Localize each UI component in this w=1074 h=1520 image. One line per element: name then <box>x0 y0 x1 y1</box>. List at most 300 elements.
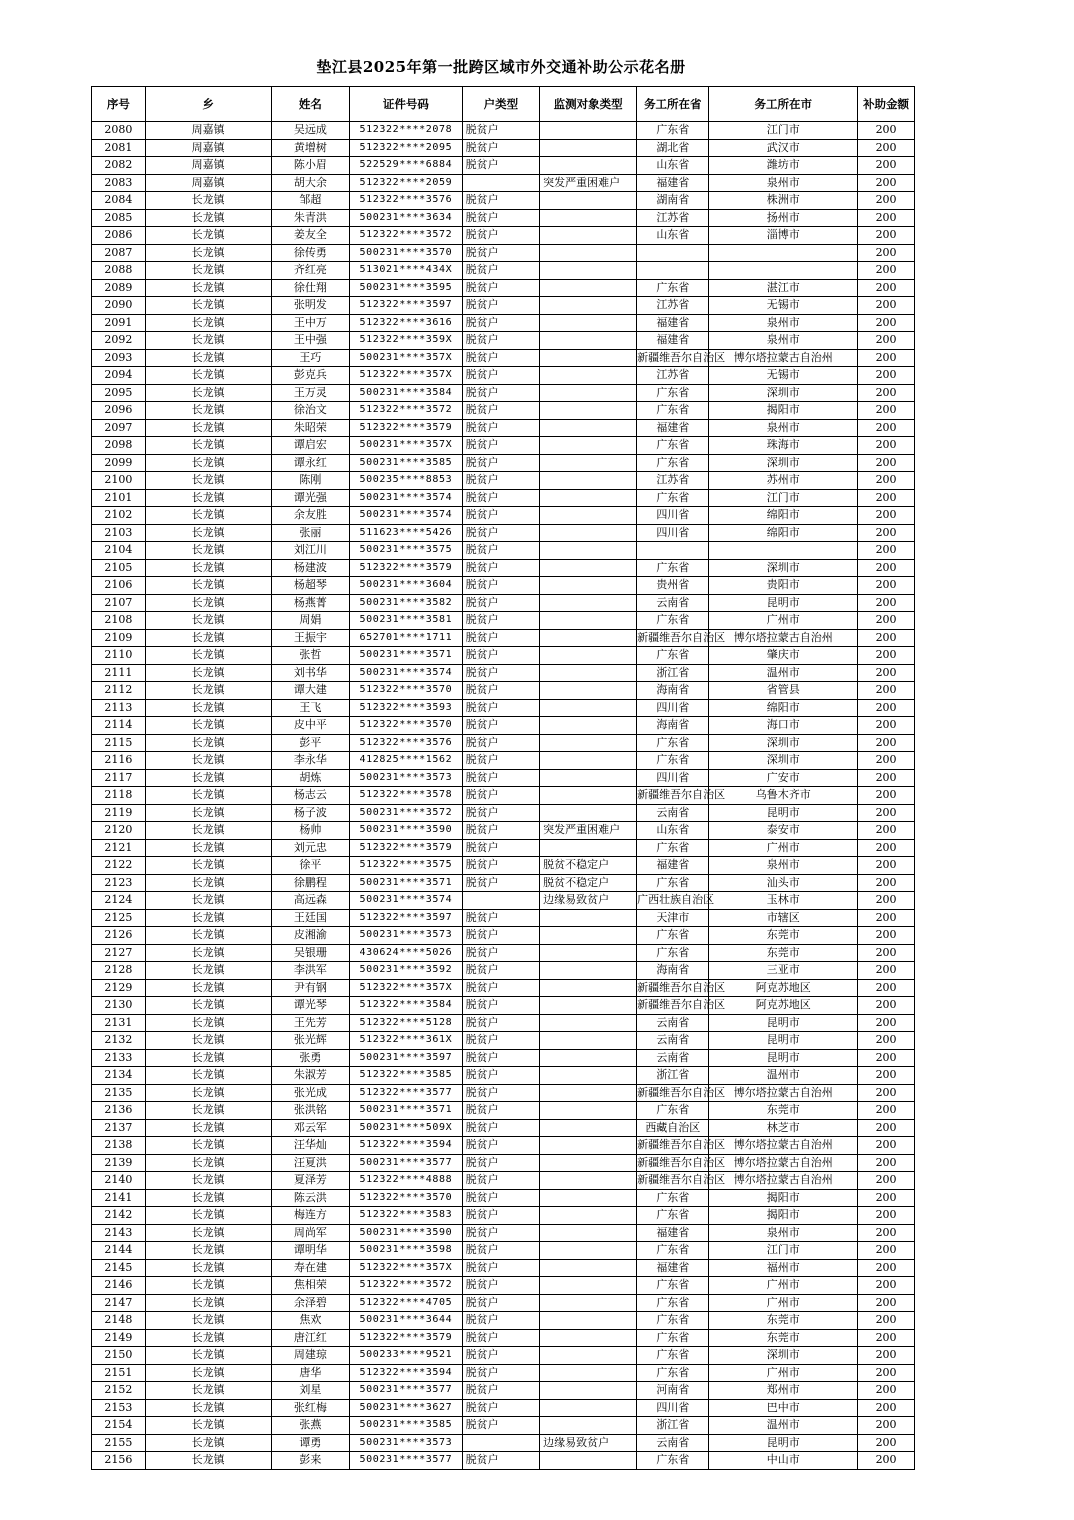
monitor-type-cell <box>540 944 637 962</box>
serial-cell: 2113 <box>92 699 146 717</box>
table-row <box>92 577 915 595</box>
id-number-cell: 512322****3576 <box>350 734 463 752</box>
province-cell: 广西壮族自治区 <box>637 892 709 910</box>
monitor-type-cell: 边缘易致贫户 <box>540 1434 637 1452</box>
subsidy-cell: 200 <box>858 944 915 962</box>
household-type-cell: 脱贫户 <box>462 1382 539 1400</box>
id-number-cell: 500231****3573 <box>350 1434 463 1452</box>
city-cell: 潍坊市 <box>709 157 858 175</box>
name-cell: 陈云洪 <box>271 1189 349 1207</box>
serial-cell: 2136 <box>92 1102 146 1120</box>
city-cell: 泰安市 <box>709 822 858 840</box>
table-row <box>92 262 915 280</box>
city-cell: 昆明市 <box>709 594 858 612</box>
township-cell: 长龙镇 <box>145 1084 271 1102</box>
id-number-cell: 430624****5026 <box>350 944 463 962</box>
subsidy-cell: 200 <box>858 174 915 192</box>
subsidy-cell: 200 <box>858 927 915 945</box>
province-cell <box>637 244 709 262</box>
township-cell: 周嘉镇 <box>145 139 271 157</box>
city-cell: 深圳市 <box>709 559 858 577</box>
city-cell: 阿克苏地区 <box>709 979 858 997</box>
subsidy-cell: 200 <box>858 1417 915 1435</box>
subsidy-cell: 200 <box>858 489 915 507</box>
id-number-cell: 512322****3597 <box>350 909 463 927</box>
township-cell: 长龙镇 <box>145 1049 271 1067</box>
city-cell: 博尔塔拉蒙古自治州 <box>709 349 858 367</box>
province-cell: 四川省 <box>637 524 709 542</box>
township-cell: 长龙镇 <box>145 1277 271 1295</box>
province-cell: 福建省 <box>637 1224 709 1242</box>
province-cell: 云南省 <box>637 1032 709 1050</box>
township-cell: 长龙镇 <box>145 1067 271 1085</box>
household-type-cell: 脱贫户 <box>462 157 539 175</box>
township-cell: 长龙镇 <box>145 1347 271 1365</box>
name-cell: 谭明华 <box>271 1242 349 1260</box>
subsidy-cell: 200 <box>858 419 915 437</box>
city-cell: 博尔塔拉蒙古自治州 <box>709 1154 858 1172</box>
serial-cell: 2103 <box>92 524 146 542</box>
province-cell: 西藏自治区 <box>637 1119 709 1137</box>
household-type-cell: 脱贫户 <box>462 1242 539 1260</box>
province-cell: 广东省 <box>637 1189 709 1207</box>
id-number-cell: 500231****3573 <box>350 927 463 945</box>
id-number-cell: 512322****2059 <box>350 174 463 192</box>
id-number-cell: 512322****3584 <box>350 997 463 1015</box>
township-cell: 长龙镇 <box>145 454 271 472</box>
city-cell: 泉州市 <box>709 332 858 350</box>
serial-cell: 2133 <box>92 1049 146 1067</box>
household-type-cell: 脱贫户 <box>462 139 539 157</box>
household-type-cell: 脱贫户 <box>462 682 539 700</box>
province-cell: 四川省 <box>637 507 709 525</box>
household-type-cell: 脱贫户 <box>462 734 539 752</box>
city-cell: 阿克苏地区 <box>709 997 858 1015</box>
monitor-type-cell <box>540 297 637 315</box>
name-cell: 余友胜 <box>271 507 349 525</box>
province-cell: 新疆维吾尔自治区 <box>637 629 709 647</box>
township-cell: 长龙镇 <box>145 1434 271 1452</box>
monitor-type-cell <box>540 542 637 560</box>
name-cell: 张哲 <box>271 647 349 665</box>
id-number-cell: 500231****3634 <box>350 209 463 227</box>
household-type-cell: 脱贫户 <box>462 384 539 402</box>
name-cell: 焦欢 <box>271 1312 349 1330</box>
page-title: 垫江县2025年第一批跨区域市外交通补助公示花名册 <box>316 58 686 76</box>
province-cell: 福建省 <box>637 857 709 875</box>
serial-cell: 2082 <box>92 157 146 175</box>
id-number-cell: 512322****3570 <box>350 682 463 700</box>
serial-cell: 2116 <box>92 752 146 770</box>
serial-cell: 2129 <box>92 979 146 997</box>
city-cell: 昆明市 <box>709 1049 858 1067</box>
name-cell: 彭来 <box>271 1452 349 1470</box>
township-cell: 长龙镇 <box>145 629 271 647</box>
household-type-cell: 脱贫户 <box>462 1294 539 1312</box>
id-number-cell: 500231****3585 <box>350 1417 463 1435</box>
name-cell: 黄增树 <box>271 139 349 157</box>
monitor-type-cell <box>540 454 637 472</box>
name-cell: 张明发 <box>271 297 349 315</box>
monitor-type-cell <box>540 1137 637 1155</box>
table-row <box>92 1032 915 1050</box>
id-number-cell: 500231****3581 <box>350 612 463 630</box>
id-number-cell: 512322****3594 <box>350 1364 463 1382</box>
city-cell: 博尔塔拉蒙古自治州 <box>709 629 858 647</box>
serial-cell: 2089 <box>92 279 146 297</box>
subsidy-cell: 200 <box>858 1049 915 1067</box>
province-cell: 广东省 <box>637 1242 709 1260</box>
name-cell: 吴银珊 <box>271 944 349 962</box>
name-cell: 徐传勇 <box>271 244 349 262</box>
township-cell: 长龙镇 <box>145 909 271 927</box>
id-number-cell: 512322****3579 <box>350 559 463 577</box>
id-number-cell: 500231****3570 <box>350 244 463 262</box>
id-number-cell: 500233****9521 <box>350 1347 463 1365</box>
monitor-type-cell <box>540 524 637 542</box>
subsidy-cell: 200 <box>858 892 915 910</box>
table-row <box>92 437 915 455</box>
province-cell: 湖北省 <box>637 139 709 157</box>
id-number-cell: 500231****3585 <box>350 454 463 472</box>
monitor-type-cell <box>540 1084 637 1102</box>
township-cell: 长龙镇 <box>145 752 271 770</box>
name-cell: 高远森 <box>271 892 349 910</box>
household-type-cell <box>462 892 539 910</box>
household-type-cell: 脱贫户 <box>462 559 539 577</box>
serial-cell: 2112 <box>92 682 146 700</box>
name-cell: 王先芳 <box>271 1014 349 1032</box>
city-cell: 昆明市 <box>709 1032 858 1050</box>
name-cell: 吴远成 <box>271 122 349 140</box>
subsidy-cell: 200 <box>858 857 915 875</box>
table-body <box>92 122 915 1470</box>
id-number-cell: 512322****3593 <box>350 699 463 717</box>
household-type-cell: 脱贫户 <box>462 1329 539 1347</box>
id-number-cell: 500231****3573 <box>350 769 463 787</box>
subsidy-cell: 200 <box>858 349 915 367</box>
monitor-type-cell <box>540 927 637 945</box>
subsidy-cell: 200 <box>858 472 915 490</box>
subsidy-cell: 200 <box>858 1207 915 1225</box>
household-type-cell: 脱贫户 <box>462 349 539 367</box>
monitor-type-cell <box>540 717 637 735</box>
monitor-type-cell <box>540 559 637 577</box>
township-cell: 长龙镇 <box>145 1242 271 1260</box>
province-cell: 广东省 <box>637 122 709 140</box>
name-cell: 朱淑芳 <box>271 1067 349 1085</box>
province-cell: 广东省 <box>637 647 709 665</box>
subsidy-cell: 200 <box>858 1154 915 1172</box>
household-type-cell: 脱贫户 <box>462 367 539 385</box>
table-row <box>92 314 915 332</box>
table-row <box>92 594 915 612</box>
province-cell: 广东省 <box>637 384 709 402</box>
township-cell: 长龙镇 <box>145 962 271 980</box>
province-cell: 广东省 <box>637 1102 709 1120</box>
id-number-cell: 512322****3597 <box>350 297 463 315</box>
table-row <box>92 1067 915 1085</box>
township-cell: 长龙镇 <box>145 1154 271 1172</box>
city-cell: 海口市 <box>709 717 858 735</box>
id-number-cell: 500231****3644 <box>350 1312 463 1330</box>
table-row <box>92 1382 915 1400</box>
household-type-cell: 脱贫户 <box>462 1067 539 1085</box>
serial-cell: 2084 <box>92 192 146 210</box>
serial-cell: 2106 <box>92 577 146 595</box>
subsidy-cell: 200 <box>858 1084 915 1102</box>
household-type-cell: 脱贫户 <box>462 1452 539 1470</box>
township-cell: 长龙镇 <box>145 1119 271 1137</box>
township-cell: 长龙镇 <box>145 1399 271 1417</box>
table-row <box>92 612 915 630</box>
province-cell: 海南省 <box>637 717 709 735</box>
name-cell: 焦相荣 <box>271 1277 349 1295</box>
province-cell: 广东省 <box>637 1364 709 1382</box>
city-cell: 东莞市 <box>709 1102 858 1120</box>
subsidy-cell: 200 <box>858 1364 915 1382</box>
table-row <box>92 1207 915 1225</box>
monitor-type-cell <box>540 997 637 1015</box>
id-number-cell: 512322****3572 <box>350 1277 463 1295</box>
name-cell: 刘元忠 <box>271 839 349 857</box>
province-cell: 山东省 <box>637 157 709 175</box>
id-number-cell: 512322****3575 <box>350 857 463 875</box>
name-cell: 王中万 <box>271 314 349 332</box>
table-row <box>92 122 915 140</box>
household-type-cell: 脱贫户 <box>462 577 539 595</box>
household-type-cell: 脱贫户 <box>462 769 539 787</box>
province-cell: 广东省 <box>637 454 709 472</box>
name-cell: 朱青洪 <box>271 209 349 227</box>
name-cell: 谭勇 <box>271 1434 349 1452</box>
household-type-cell: 脱贫户 <box>462 122 539 140</box>
name-cell: 张光成 <box>271 1084 349 1102</box>
serial-cell: 2134 <box>92 1067 146 1085</box>
subsidy-cell: 200 <box>858 402 915 420</box>
table-row <box>92 892 915 910</box>
province-cell: 广东省 <box>637 1207 709 1225</box>
name-cell: 张勇 <box>271 1049 349 1067</box>
name-cell: 皮中平 <box>271 717 349 735</box>
city-cell: 泉州市 <box>709 419 858 437</box>
subsidy-cell: 200 <box>858 297 915 315</box>
table-row <box>92 1084 915 1102</box>
province-cell: 浙江省 <box>637 664 709 682</box>
monitor-type-cell <box>540 979 637 997</box>
subsidy-cell: 200 <box>858 734 915 752</box>
serial-cell: 2096 <box>92 402 146 420</box>
table-row <box>92 192 915 210</box>
name-cell: 杨志云 <box>271 787 349 805</box>
province-cell: 广东省 <box>637 1329 709 1347</box>
province-cell: 新疆维吾尔自治区 <box>637 1084 709 1102</box>
city-cell: 温州市 <box>709 1067 858 1085</box>
city-cell: 深圳市 <box>709 384 858 402</box>
name-cell: 张燕 <box>271 1417 349 1435</box>
city-cell: 东莞市 <box>709 1312 858 1330</box>
name-cell: 余泽碧 <box>271 1294 349 1312</box>
household-type-cell: 脱贫户 <box>462 717 539 735</box>
household-type-cell: 脱贫户 <box>462 804 539 822</box>
city-cell: 无锡市 <box>709 297 858 315</box>
province-cell: 新疆维吾尔自治区 <box>637 1154 709 1172</box>
id-number-cell: 512322****357X <box>350 367 463 385</box>
serial-cell: 2156 <box>92 1452 146 1470</box>
city-cell: 深圳市 <box>709 734 858 752</box>
city-cell <box>709 542 858 560</box>
id-number-cell: 512322****3570 <box>350 1189 463 1207</box>
city-cell: 东莞市 <box>709 944 858 962</box>
monitor-type-cell <box>540 804 637 822</box>
table-row <box>92 1277 915 1295</box>
table-row <box>92 839 915 857</box>
household-type-cell: 脱贫户 <box>462 244 539 262</box>
household-type-cell: 脱贫户 <box>462 524 539 542</box>
township-cell: 长龙镇 <box>145 1294 271 1312</box>
township-cell: 长龙镇 <box>145 787 271 805</box>
city-cell: 博尔塔拉蒙古自治州 <box>709 1137 858 1155</box>
id-number-cell: 500231****3577 <box>350 1154 463 1172</box>
subsidy-cell: 200 <box>858 157 915 175</box>
table-row <box>92 1417 915 1435</box>
subsidy-cell: 200 <box>858 717 915 735</box>
household-type-cell: 脱贫户 <box>462 857 539 875</box>
id-number-cell: 500231****3595 <box>350 279 463 297</box>
name-cell: 尹有钢 <box>271 979 349 997</box>
id-number-cell: 512322****3579 <box>350 839 463 857</box>
table-row <box>92 1049 915 1067</box>
subsidy-cell: 200 <box>858 682 915 700</box>
header-cell: 监测对象类型 <box>540 87 637 122</box>
household-type-cell: 脱贫户 <box>462 297 539 315</box>
table-row <box>92 1294 915 1312</box>
household-type-cell: 脱贫户 <box>462 1172 539 1190</box>
city-cell: 珠海市 <box>709 437 858 455</box>
id-number-cell: 512322****3576 <box>350 192 463 210</box>
township-cell: 长龙镇 <box>145 927 271 945</box>
id-number-cell: 511623****5426 <box>350 524 463 542</box>
city-cell: 博尔塔拉蒙古自治州 <box>709 1172 858 1190</box>
id-number-cell: 500231****3598 <box>350 1242 463 1260</box>
table-row <box>92 1102 915 1120</box>
subsidy-cell: 200 <box>858 1242 915 1260</box>
province-cell: 广东省 <box>637 1294 709 1312</box>
subsidy-cell: 200 <box>858 1382 915 1400</box>
subsidy-cell: 200 <box>858 262 915 280</box>
roster-table <box>91 86 915 1470</box>
household-type-cell: 脱贫户 <box>462 997 539 1015</box>
serial-cell: 2137 <box>92 1119 146 1137</box>
serial-cell: 2140 <box>92 1172 146 1190</box>
household-type-cell: 脱贫户 <box>462 1207 539 1225</box>
city-cell <box>709 244 858 262</box>
subsidy-cell: 200 <box>858 1172 915 1190</box>
household-type-cell: 脱贫户 <box>462 209 539 227</box>
household-type-cell: 脱贫户 <box>462 1277 539 1295</box>
household-type-cell: 脱贫户 <box>462 822 539 840</box>
city-cell: 郑州市 <box>709 1382 858 1400</box>
city-cell: 昆明市 <box>709 1434 858 1452</box>
city-cell <box>709 262 858 280</box>
household-type-cell: 脱贫户 <box>462 1417 539 1435</box>
monitor-type-cell <box>540 787 637 805</box>
serial-cell: 2093 <box>92 349 146 367</box>
city-cell: 东莞市 <box>709 1329 858 1347</box>
serial-cell: 2107 <box>92 594 146 612</box>
monitor-type-cell <box>540 1399 637 1417</box>
township-cell: 长龙镇 <box>145 507 271 525</box>
name-cell: 王中强 <box>271 332 349 350</box>
monitor-type-cell <box>540 769 637 787</box>
name-cell: 陈刚 <box>271 472 349 490</box>
monitor-type-cell <box>540 1277 637 1295</box>
township-cell: 长龙镇 <box>145 419 271 437</box>
serial-cell: 2138 <box>92 1137 146 1155</box>
name-cell: 陈小眉 <box>271 157 349 175</box>
township-cell: 长龙镇 <box>145 1207 271 1225</box>
subsidy-cell: 200 <box>858 244 915 262</box>
province-cell: 福建省 <box>637 419 709 437</box>
name-cell: 胡炼 <box>271 769 349 787</box>
province-cell: 四川省 <box>637 699 709 717</box>
province-cell: 云南省 <box>637 594 709 612</box>
subsidy-cell: 200 <box>858 664 915 682</box>
household-type-cell: 脱贫户 <box>462 664 539 682</box>
township-cell: 长龙镇 <box>145 997 271 1015</box>
name-cell: 张洪铭 <box>271 1102 349 1120</box>
city-cell: 江门市 <box>709 489 858 507</box>
province-cell: 新疆维吾尔自治区 <box>637 1172 709 1190</box>
monitor-type-cell <box>540 752 637 770</box>
table-row <box>92 944 915 962</box>
table-row <box>92 664 915 682</box>
township-cell: 长龙镇 <box>145 1014 271 1032</box>
serial-cell: 2150 <box>92 1347 146 1365</box>
city-cell: 泉州市 <box>709 314 858 332</box>
household-type-cell: 脱贫户 <box>462 647 539 665</box>
monitor-type-cell <box>540 209 637 227</box>
household-type-cell: 脱贫户 <box>462 839 539 857</box>
subsidy-cell: 200 <box>858 122 915 140</box>
monitor-type-cell <box>540 262 637 280</box>
serial-cell: 2154 <box>92 1417 146 1435</box>
monitor-type-cell: 脱贫不稳定户 <box>540 857 637 875</box>
township-cell: 长龙镇 <box>145 1032 271 1050</box>
table-row <box>92 1242 915 1260</box>
table-row <box>92 647 915 665</box>
table-row <box>92 367 915 385</box>
subsidy-cell: 200 <box>858 542 915 560</box>
household-type-cell: 脱贫户 <box>462 1224 539 1242</box>
name-cell: 唐华 <box>271 1364 349 1382</box>
monitor-type-cell <box>540 244 637 262</box>
household-type-cell: 脱贫户 <box>462 927 539 945</box>
table-row <box>92 139 915 157</box>
id-number-cell: 512322****3585 <box>350 1067 463 1085</box>
serial-cell: 2108 <box>92 612 146 630</box>
monitor-type-cell <box>540 1224 637 1242</box>
household-type-cell: 脱贫户 <box>462 1189 539 1207</box>
table-row <box>92 1259 915 1277</box>
table-row <box>92 909 915 927</box>
id-number-cell: 500231****3574 <box>350 664 463 682</box>
name-cell: 周建琼 <box>271 1347 349 1365</box>
province-cell: 新疆维吾尔自治区 <box>637 787 709 805</box>
subsidy-cell: 200 <box>858 454 915 472</box>
province-cell: 海南省 <box>637 682 709 700</box>
serial-cell: 2149 <box>92 1329 146 1347</box>
